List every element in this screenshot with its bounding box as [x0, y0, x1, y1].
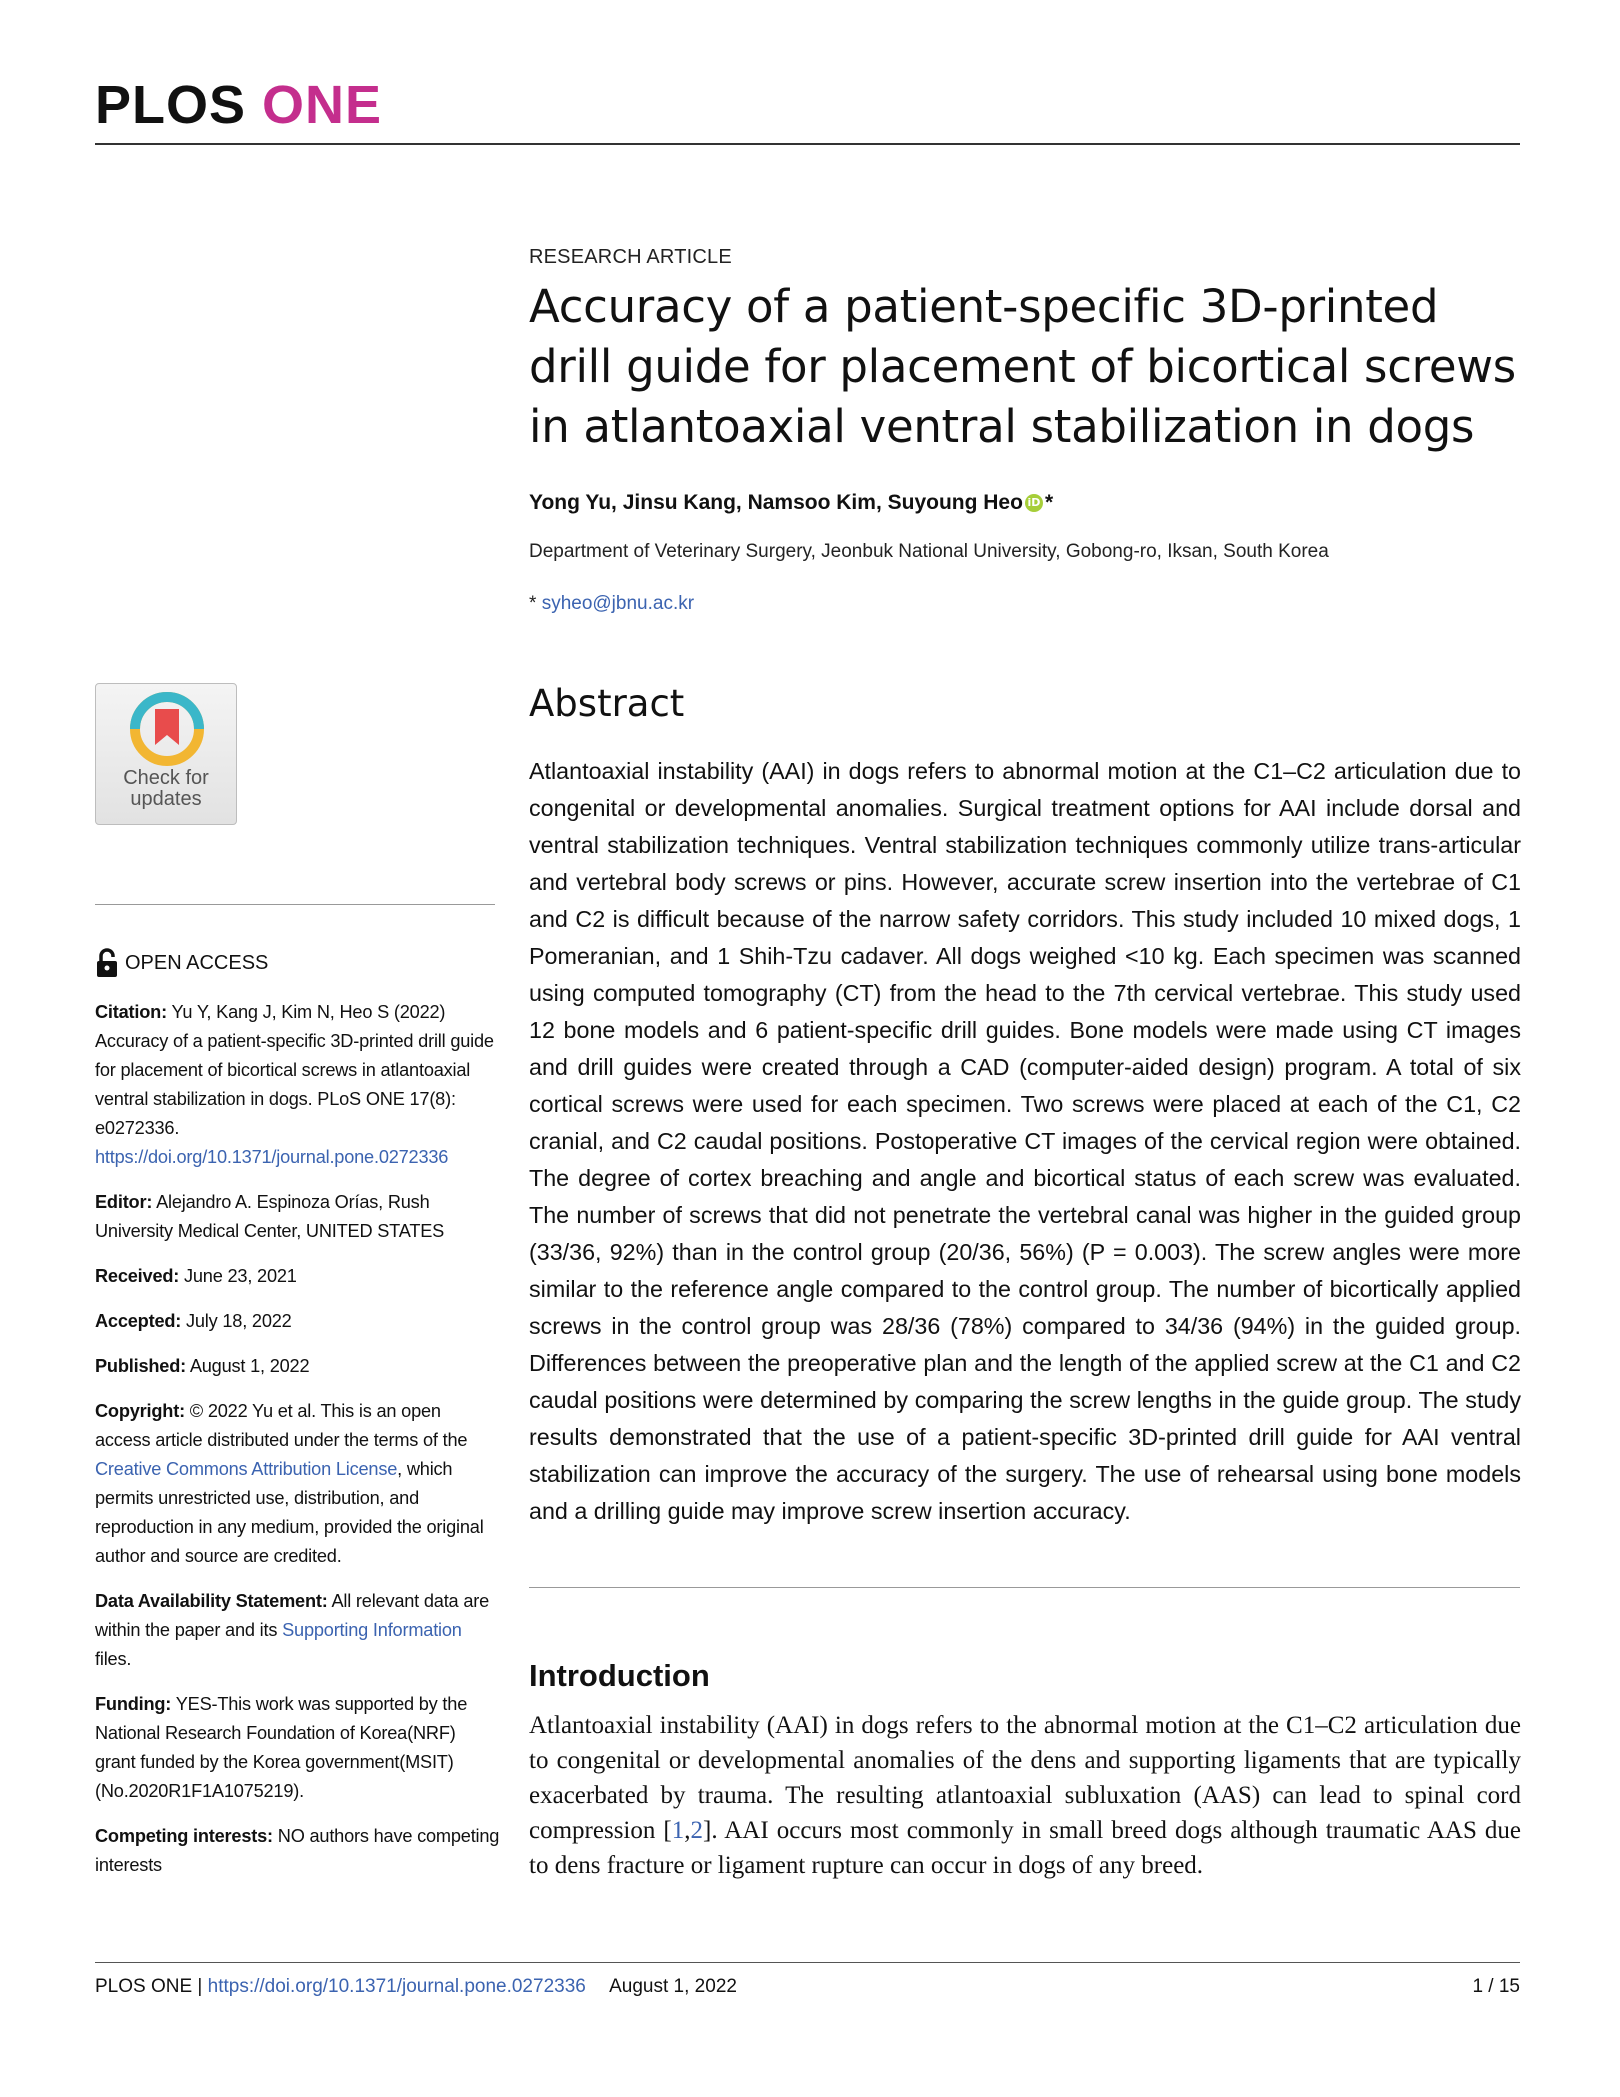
- competing-interests-label: Competing interests:: [95, 1826, 273, 1846]
- published-label: Published:: [95, 1356, 186, 1376]
- intro-text-part1: Atlantoaxial instability (AAI) in dogs refers to the abnormal motion at the C1–C2 articulation due to congenital or developmental anomalies of the dens and supporting ligaments that are typically exacerbated by trauma. The resulting atlantoaxial subluxation (AAS) can lead to spinal cord compression [: [529, 1712, 1521, 1844]
- introduction-text: [529, 1708, 1521, 1883]
- citation-doi-link[interactable]: https://doi.org/10.1371/journal.pone.0272336: [95, 1147, 449, 1167]
- editor-label: Editor:: [95, 1192, 153, 1212]
- check-for-updates-badge[interactable]: [95, 683, 237, 825]
- citation-block: [95, 998, 500, 1172]
- journal-logo: [95, 75, 383, 135]
- page-number: 1 / 15: [1472, 1976, 1520, 1997]
- data-availability-text-1: All relevant data are within the paper and its: [95, 1591, 490, 1640]
- abstract-heading: Abstract: [529, 682, 685, 725]
- check-updates-line1: Check for: [123, 767, 209, 789]
- sidebar-divider: [95, 904, 495, 905]
- correspondence-prefix: *: [529, 593, 537, 614]
- editor-text: Alejandro A. Espinoza Orías, Rush University Medical Center, UNITED STATES: [95, 1192, 445, 1241]
- ref-separator: ,: [684, 1817, 691, 1844]
- footer-doi-link[interactable]: https://doi.org/10.1371/journal.pone.0272336: [207, 1976, 586, 1997]
- author-list: [529, 491, 1519, 515]
- copyright-text-1: © 2022 Yu et al. This is an open access article distributed under the terms of the: [95, 1401, 468, 1450]
- check-updates-line2: updates: [130, 788, 202, 810]
- license-link[interactable]: Creative Commons Attribution License: [95, 1459, 398, 1479]
- citation-label: Citation:: [95, 1002, 167, 1022]
- email-link[interactable]: syheo@jbnu.ac.kr: [541, 593, 695, 614]
- open-lock-icon: [95, 948, 119, 978]
- copyright-label: Copyright:: [95, 1401, 185, 1421]
- logo-plos: PLOS: [95, 75, 247, 135]
- orcid-icon[interactable]: iD: [1025, 494, 1043, 512]
- supporting-information-link[interactable]: Supporting Information: [282, 1620, 462, 1640]
- data-availability-label: Data Availability Statement:: [95, 1591, 328, 1611]
- authors-text: Yong Yu, Jinsu Kang, Namsoo Kim, Suyoung Heo: [529, 491, 1023, 514]
- article-header: [529, 246, 1519, 615]
- received-date: June 23, 2021: [184, 1266, 297, 1286]
- footer-journal: PLOS ONE |: [95, 1976, 203, 1997]
- abstract-text: Atlantoaxial instability (AAI) in dogs refers to abnormal motion at the C1–C2 articulation due to congenital or developmental anomalies. Surgical treatment options for AAI include dorsal and ventral stabilization techniques. Ventral stabilization techniques commonly utilize trans-articular and vertebral body screws or pins. However, accurate screw insertion into the vertebrae of C1 and C2 is difficult because of the narrow safety corridors. This study included 10 mixed dogs, 1 Pomeranian, and 1 Shih-Tzu cadaver. All dogs weighed <10 kg. Each specimen was scanned using computed tomography (CT) from the head to the 7th cervical vertebrae. This study used 12 bone models and 6 patient-specific drill guides. Bone models were made using CT images and drill guides were created through a CAD (computer-aided design) program. A total of six cortical screws were used for each specimen. Two screws were placed at each of the C1, C2 cranial, and C2 caudal positions. Postoperative CT images of the cervical region were obtained. The degree of cortex breaching and angle and bicortical status of each screw was evaluated. The number of screws that did not penetrate the vertebral canal was higher in the guided group (33/36, 92%) than in the control group (20/36, 56%) (P = 0.003). The screw angles were more similar to the reference angle compared to the control group. The number of bicortically applied screws in the control group was 28/36 (78%) compared to 34/36 (94%) in the guided group. Differences between the preoperative plan and the length of the applied screw at the C1 and C2 caudal positions were determined by comparing the screw lengths in the guide group. The study results demonstrated that the use of a patient-specific 3D-printed drill guide for AAI ventral stabilization can improve the accuracy of the surgery. The use of rehearsal using bone models and a drilling guide may improve screw insertion accuracy.: [529, 758, 1521, 1524]
- received-label: Received:: [95, 1266, 180, 1286]
- open-access-label: [95, 948, 268, 978]
- correspondence: [529, 593, 1519, 615]
- logo-one: ONE: [262, 75, 383, 135]
- abstract-divider: [529, 1587, 1520, 1588]
- competing-interests-block: [95, 1822, 500, 1880]
- introduction-heading: Introduction: [529, 1658, 710, 1693]
- open-access-text: OPEN ACCESS: [125, 951, 269, 974]
- intro-text-part2: ]. AAI occurs most commonly in small breed dogs although traumatic AAS due to dens fracture or ligament rupture can occur in dogs of any breed.: [529, 1817, 1521, 1879]
- reference-link-2[interactable]: 2: [690, 1817, 703, 1844]
- published-block: [95, 1352, 500, 1381]
- editor-block: [95, 1188, 500, 1246]
- reference-link-1[interactable]: 1: [671, 1817, 685, 1844]
- article-metadata: [95, 998, 500, 1896]
- article-type: RESEARCH ARTICLE: [529, 246, 732, 268]
- copyright-text-2: , which permits unrestricted use, distribution, and reproduction in any medium, provided the original author and source are credited.: [95, 1459, 484, 1566]
- affiliation: Department of Veterinary Surgery, Jeonbuk National University, Gobong-ro, Iksan, South Korea: [529, 541, 1329, 562]
- header-divider: [95, 143, 1520, 145]
- copyright-block: [95, 1397, 500, 1571]
- footer-date: August 1, 2022: [609, 1976, 737, 1997]
- footer-citation: [95, 1976, 737, 1998]
- citation-text: Yu Y, Kang J, Kim N, Heo S (2022) Accuracy of a patient-specific 3D-printed drill guide for placement of bicortical screws in atlantoaxial ventral stabilization in dogs. PLoS ONE 17(8): e0272336.: [95, 1002, 494, 1138]
- corresponding-mark: *: [1044, 491, 1054, 514]
- received-block: [95, 1262, 500, 1291]
- check-updates-label: [96, 768, 236, 810]
- funding-label: Funding:: [95, 1694, 172, 1714]
- article-title: Accuracy of a patient-specific 3D-printed drill guide for placement of bicortical screws in atlantoaxial ventral stabilization in dogs: [529, 280, 1516, 453]
- accepted-block: [95, 1307, 500, 1336]
- data-availability-block: [95, 1587, 500, 1674]
- published-date: August 1, 2022: [189, 1356, 310, 1376]
- data-availability-text-2: files.: [95, 1649, 132, 1669]
- accepted-label: Accepted:: [95, 1311, 182, 1331]
- footer-divider: [95, 1962, 1520, 1963]
- funding-text: YES-This work was supported by the National Research Foundation of Korea(NRF) grant funded by the Korea government(MSIT) (No.2020R1F1A1075219).: [95, 1694, 468, 1801]
- competing-interests-text: NO authors have competing interests: [95, 1826, 500, 1875]
- funding-block: [95, 1690, 500, 1806]
- accepted-date: July 18, 2022: [186, 1311, 292, 1331]
- check-updates-icon: [129, 691, 205, 767]
